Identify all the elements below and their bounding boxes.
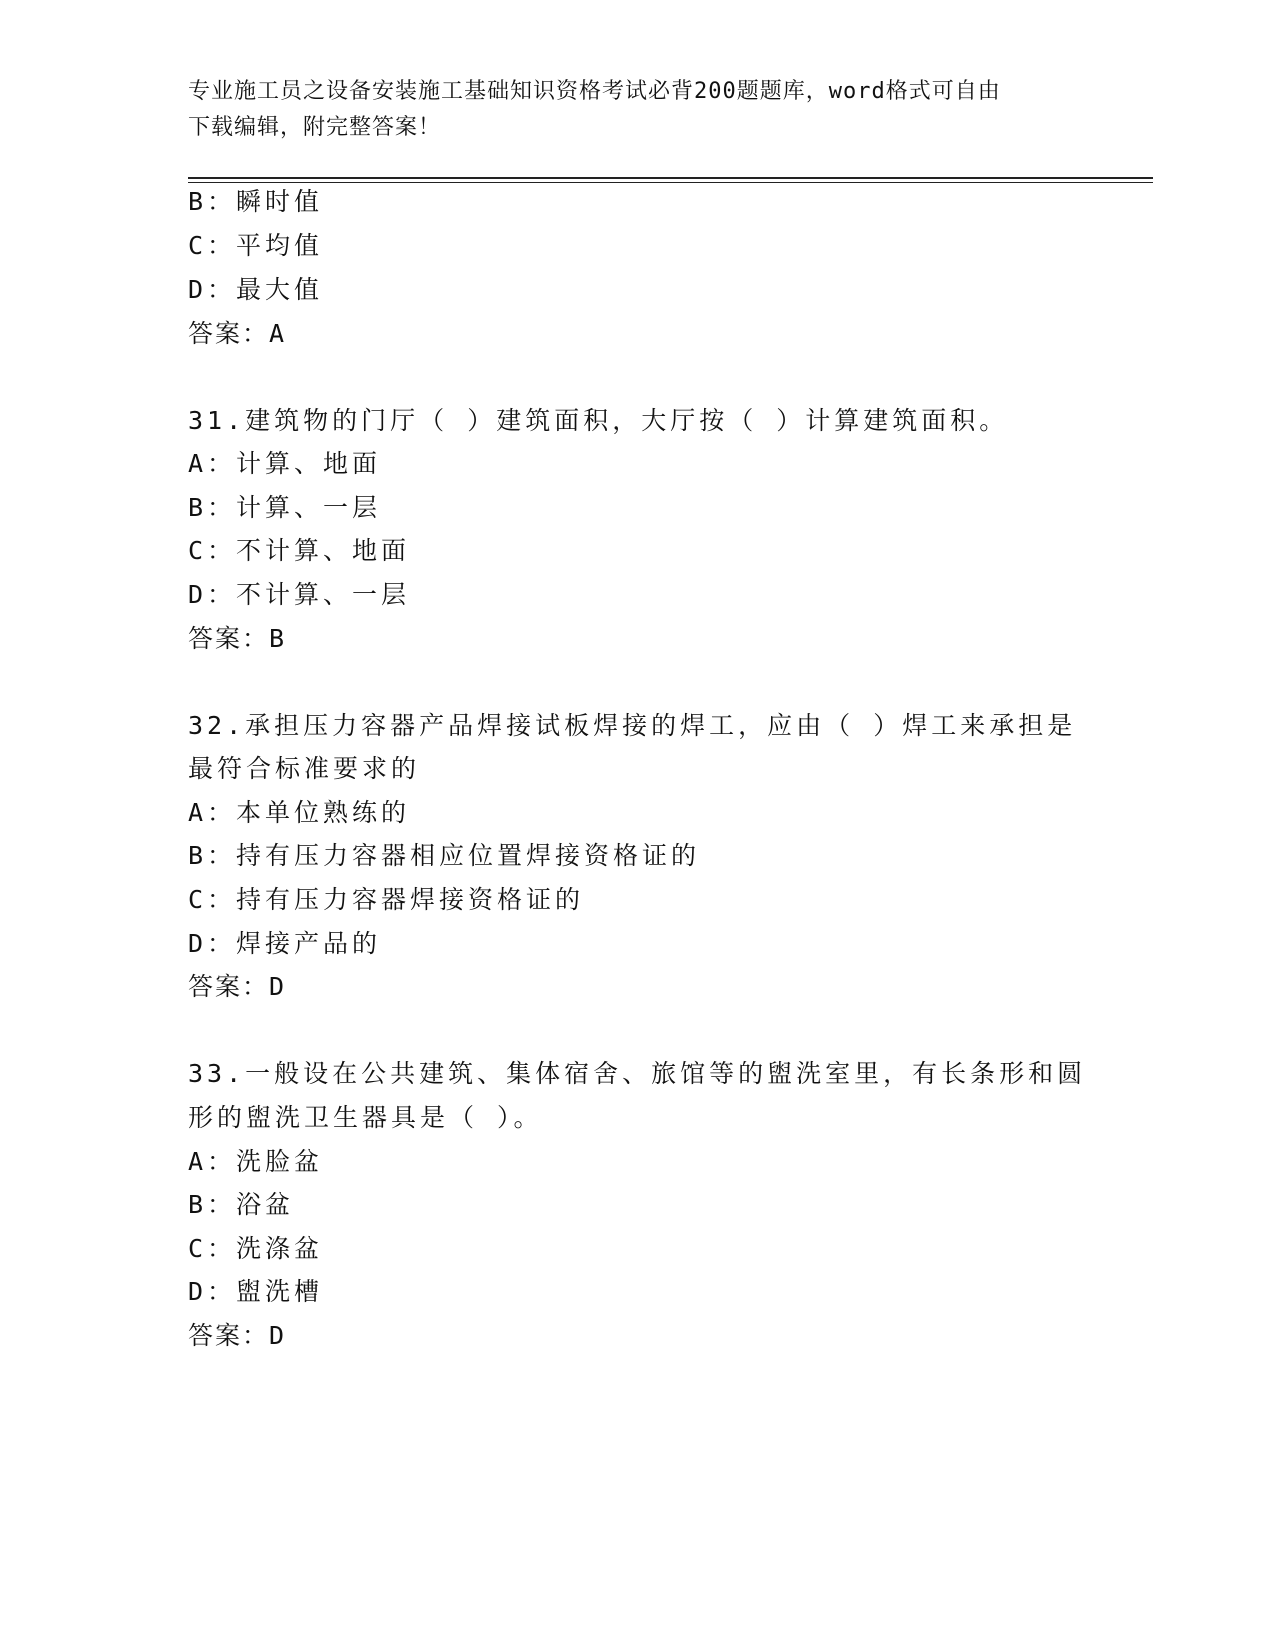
- q33-stem-line-1: 33.一般设在公共建筑、集体宿舍、旅馆等的盥洗室里，有长条形和圆: [188, 1059, 1087, 1088]
- q32-option-d: D：焊接产品的: [188, 929, 382, 958]
- q33-stem-line-2: 形的盥洗卫生器具是（ ）。: [188, 1103, 543, 1132]
- q31-answer: 答案：B: [188, 624, 287, 653]
- q31-option-a: A：计算、地面: [188, 449, 382, 478]
- q33-option-d: D：盥洗槽: [188, 1277, 324, 1306]
- q31-option-b: B：计算、一层: [188, 493, 382, 522]
- q32-stem-line-1: 32.承担压力容器产品焊接试板焊接的焊工，应由（ ）焊工来承担是: [188, 711, 1077, 740]
- q33-option-b: B：浴盆: [188, 1190, 295, 1219]
- q33-option-a: A：洗脸盆: [188, 1147, 324, 1176]
- q30-option-b: B：瞬时值: [188, 187, 324, 216]
- q33-answer: 答案：D: [188, 1321, 287, 1350]
- q30-option-d: D：最大值: [188, 275, 324, 304]
- q30-answer: 答案：A: [188, 319, 287, 348]
- q30-option-c: C：平均值: [188, 231, 324, 260]
- q32-option-a: A：本单位熟练的: [188, 798, 411, 827]
- q31-stem: 31.建筑物的门厅（ ）建筑面积，大厅按（ ）计算建筑面积。: [188, 406, 1009, 435]
- q32-option-c: C：持有压力容器焊接资格证的: [188, 885, 585, 914]
- document-header: [188, 74, 1068, 146]
- header-line-2: 下载编辑，附完整答案！: [188, 115, 442, 140]
- header-divider-thick: [188, 177, 1153, 179]
- header-divider-thin: [188, 182, 1153, 183]
- q32-answer: 答案：D: [188, 972, 287, 1001]
- q32-option-b: B：持有压力容器相应位置焊接资格证的: [188, 841, 701, 870]
- q32-stem-line-2: 最符合标准要求的: [188, 754, 421, 783]
- header-line-1: 专业施工员之设备安装施工基础知识资格考试必背200题题库，word格式可自由: [188, 79, 1001, 104]
- q33-option-c: C：洗涤盆: [188, 1234, 324, 1263]
- q31-option-d: D：不计算、一层: [188, 580, 411, 609]
- q31-option-c: C：不计算、地面: [188, 536, 411, 565]
